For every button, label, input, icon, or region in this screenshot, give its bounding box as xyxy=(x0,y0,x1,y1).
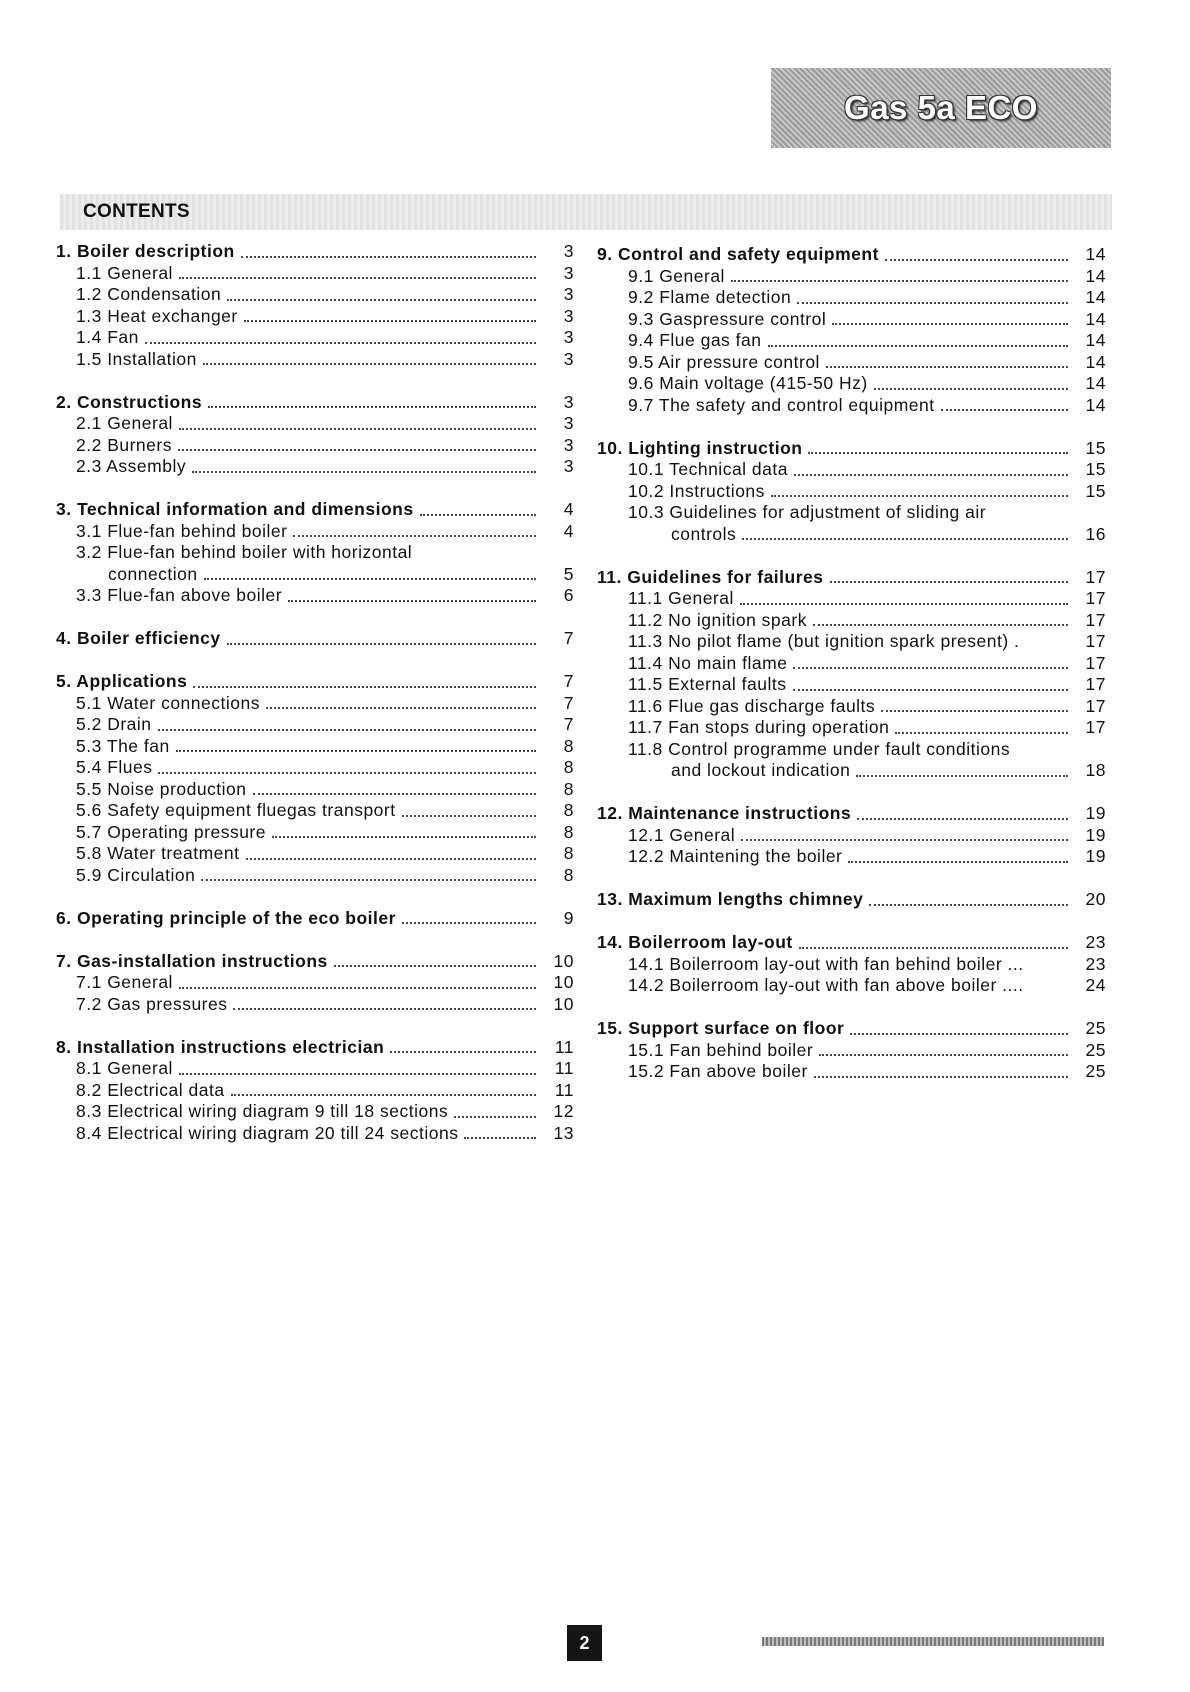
toc-leader-dots xyxy=(402,815,536,817)
toc-entry-label: 4. Boiler efficiency xyxy=(56,628,221,648)
contents-title: CONTENTS xyxy=(83,201,190,222)
toc-entry-label: 11.2 No ignition spark xyxy=(628,609,807,630)
toc-leader-dots xyxy=(895,732,1068,734)
toc-section-entry[interactable] xyxy=(597,739,1106,761)
toc-entry-page: 15 xyxy=(1085,437,1106,458)
toc-section-entry[interactable] xyxy=(597,459,1106,481)
toc-leader-dots xyxy=(334,965,536,967)
toc-section-entry[interactable] xyxy=(56,263,574,285)
toc-leader-dots xyxy=(768,345,1069,347)
toc-section-entry[interactable] xyxy=(56,843,574,865)
toc-entry-label: 12.2 Maintening the boiler xyxy=(628,846,843,866)
toc-leader-dots xyxy=(179,1073,536,1075)
toc-entry-page: 17 xyxy=(1085,609,1106,630)
toc-section-entry[interactable] xyxy=(597,696,1106,718)
toc-section-entry[interactable] xyxy=(56,865,574,887)
toc-entry-page: 8 xyxy=(563,735,574,756)
toc-leader-dots xyxy=(227,299,536,301)
toc-section-entry[interactable] xyxy=(56,757,574,779)
toc-entry-label: 3.3 Flue-fan above boiler xyxy=(76,585,283,605)
toc-section-entry[interactable] xyxy=(56,585,574,607)
toc-entry-label: 9.1 General xyxy=(628,265,725,286)
toc-leader-dots xyxy=(179,277,536,279)
toc-entry-page: 23 xyxy=(1085,953,1106,974)
toc-entry-page: 17 xyxy=(1085,695,1106,716)
toc-entry-label: 5.1 Water connections xyxy=(76,692,260,713)
toc-entry-label: 9. Control and safety equipment xyxy=(597,244,879,264)
toc-entry-label: 5.9 Circulation xyxy=(76,864,196,885)
toc-entry-page: 3 xyxy=(563,327,574,347)
toc-entry-page: 18 xyxy=(1085,760,1106,780)
toc-section-entry[interactable] xyxy=(597,502,1106,524)
toc-entry-label: 11.4 No main flame xyxy=(628,652,788,673)
toc-entry-page: 9 xyxy=(563,907,574,928)
toc-leader-dots xyxy=(420,514,536,516)
toc-chapter-entry[interactable] xyxy=(56,392,574,414)
toc-leader-dots xyxy=(203,363,536,365)
toc-entry-page: 17 xyxy=(1085,631,1106,651)
brand-title: Gas 5a ECO xyxy=(844,89,1038,126)
toc-leader-dots xyxy=(204,578,536,580)
toc-section-entry[interactable] xyxy=(597,674,1106,696)
toc-entry-page: 3 xyxy=(563,413,574,433)
toc-entry-label: 9.7 The safety and control equipment xyxy=(628,394,935,415)
toc-spacer xyxy=(56,370,574,392)
toc-spacer xyxy=(597,868,1106,890)
toc-chapter-entry[interactable] xyxy=(56,1037,574,1059)
toc-entry-label: 1.4 Fan xyxy=(76,327,139,347)
toc-entry-page: 17 xyxy=(1085,674,1106,694)
toc-entry-page: 14 xyxy=(1085,373,1106,393)
toc-entry-label: 11. Guidelines for failures xyxy=(597,566,824,587)
toc-entry-label: 5.6 Safety equipment fluegas transport xyxy=(76,800,396,820)
toc-section-entry[interactable] xyxy=(56,714,574,736)
brand-logo xyxy=(771,68,1111,148)
toc-section-entry[interactable] xyxy=(597,287,1106,309)
toc-left-column xyxy=(56,241,574,1144)
toc-entry-label: 11.6 Flue gas discharge faults xyxy=(628,695,876,716)
toc-spacer xyxy=(597,782,1106,804)
toc-leader-dots xyxy=(241,256,536,258)
toc-section-entry[interactable] xyxy=(597,631,1106,653)
toc-entry-label: 10. Lighting instruction xyxy=(597,437,803,458)
toc-section-entry[interactable] xyxy=(56,1123,574,1145)
toc-entry-label: 5. Applications xyxy=(56,671,188,691)
toc-entry-label: 12.1 General xyxy=(628,824,736,845)
toc-leader-dots xyxy=(808,452,1068,454)
toc-section-entry[interactable] xyxy=(597,653,1106,675)
toc-entry-page: 20 xyxy=(1085,889,1106,909)
toc-section-entry[interactable] xyxy=(597,610,1106,632)
toc-entry-page: 3 xyxy=(563,284,574,304)
toc-entry-page: 23 xyxy=(1085,932,1106,952)
toc-entry-page: 8 xyxy=(563,778,574,799)
toc-entry-page: 8 xyxy=(563,800,574,820)
toc-entry-label: 8.3 Electrical wiring diagram 9 till 18 sections xyxy=(76,1101,449,1121)
toc-entry-label: 1.3 Heat exchanger xyxy=(76,305,238,326)
toc-entry-label: 11.1 General xyxy=(628,588,734,608)
toc-entry-label: 1. Boiler description xyxy=(56,241,235,261)
toc-leader-dots xyxy=(857,818,1068,820)
toc-entry-label: 13. Maximum lengths chimney xyxy=(597,889,864,909)
toc-entry-label: 7.2 Gas pressures xyxy=(76,993,228,1014)
toc-chapter-entry[interactable] xyxy=(56,671,574,693)
toc-entry-label: 14.2 Boilerroom lay-out with fan above boiler .... xyxy=(628,975,1024,995)
toc-chapter-entry[interactable] xyxy=(56,628,574,650)
toc-section-entry[interactable] xyxy=(597,266,1106,288)
toc-entry-page: 11 xyxy=(554,1079,574,1100)
toc-section-entry[interactable] xyxy=(56,284,574,306)
toc-entry-label: 1.5 Installation xyxy=(76,348,197,369)
toc-entry-page: 17 xyxy=(1085,652,1106,673)
toc-section-entry[interactable] xyxy=(56,542,574,564)
toc-chapter-entry[interactable] xyxy=(597,567,1106,589)
toc-entry-label: 9.4 Flue gas fan xyxy=(628,330,762,350)
toc-entry-page: 14 xyxy=(1085,330,1106,350)
toc-section-entry[interactable] xyxy=(597,309,1106,331)
toc-entry-label: 5.8 Water treatment xyxy=(76,843,240,863)
toc-section-entry[interactable] xyxy=(597,352,1106,374)
toc-section-entry[interactable] xyxy=(56,822,574,844)
toc-chapter-entry[interactable] xyxy=(56,951,574,973)
toc-entry-page: 19 xyxy=(1085,803,1106,823)
toc-entry-label: controls xyxy=(671,523,737,544)
toc-leader-dots xyxy=(293,535,536,537)
toc-entry-label: 1.2 Condensation xyxy=(76,284,222,304)
toc-section-entry[interactable] xyxy=(56,413,574,435)
toc-entry-label: 7.1 General xyxy=(76,972,173,992)
toc-leader-dots xyxy=(178,449,536,451)
toc-entry-page: 14 xyxy=(1085,394,1106,415)
toc-entry-page: 7 xyxy=(563,692,574,713)
toc-spacer xyxy=(56,929,574,951)
toc-leader-dots xyxy=(464,1137,536,1139)
toc-chapter-entry[interactable] xyxy=(56,908,574,930)
toc-section-entry[interactable] xyxy=(56,564,574,586)
toc-entry-page: 7 xyxy=(563,671,574,691)
toc-chapter-entry[interactable] xyxy=(597,803,1106,825)
toc-entry-page: 3 xyxy=(563,434,574,455)
toc-entry-page: 15 xyxy=(1085,459,1106,479)
toc-entry-label: 15.1 Fan behind boiler xyxy=(628,1039,814,1060)
toc-leader-dots xyxy=(740,603,1068,605)
toc-entry-page: 10 xyxy=(553,972,574,992)
toc-entry-label: 8.4 Electrical wiring diagram 20 till 24 sections xyxy=(76,1122,459,1143)
toc-section-entry[interactable] xyxy=(597,588,1106,610)
toc-entry-page: 3 xyxy=(563,305,574,326)
toc-leader-dots xyxy=(231,1094,536,1096)
toc-section-entry[interactable] xyxy=(597,330,1106,352)
toc-leader-dots xyxy=(402,922,536,924)
toc-entry-label: 15.2 Fan above boiler xyxy=(628,1061,808,1081)
toc-section-entry[interactable] xyxy=(56,1058,574,1080)
toc-section-entry[interactable] xyxy=(597,481,1106,503)
toc-entry-page: 17 xyxy=(1085,717,1106,737)
toc-leader-dots xyxy=(848,861,1068,863)
toc-leader-dots xyxy=(158,729,536,731)
toc-leader-dots xyxy=(192,471,536,473)
toc-leader-dots xyxy=(814,1076,1068,1078)
toc-spacer xyxy=(56,1015,574,1037)
toc-entry-page: 25 xyxy=(1085,1061,1106,1081)
toc-entry-page: 14 xyxy=(1085,351,1106,372)
toc-entry-label: 15. Support surface on floor xyxy=(597,1018,845,1038)
toc-entry-page: 3 xyxy=(563,262,574,283)
toc-section-entry[interactable] xyxy=(56,435,574,457)
toc-entry-page: 19 xyxy=(1085,846,1106,866)
toc-section-entry[interactable] xyxy=(56,306,574,328)
toc-entry-page: 25 xyxy=(1085,1018,1106,1038)
toc-section-entry[interactable] xyxy=(56,779,574,801)
toc-section-entry[interactable] xyxy=(597,760,1106,782)
toc-section-entry[interactable] xyxy=(597,1040,1106,1062)
toc-entry-page: 4 xyxy=(563,520,574,541)
toc-leader-dots xyxy=(794,474,1068,476)
toc-leader-dots xyxy=(272,836,536,838)
toc-entry-label: 9.3 Gaspressure control xyxy=(628,308,827,329)
toc-spacer xyxy=(56,607,574,629)
toc-section-entry[interactable] xyxy=(597,825,1106,847)
toc-entry-label: 14. Boilerroom lay-out xyxy=(597,932,793,952)
toc-entry-page: 17 xyxy=(1085,588,1106,608)
toc-section-entry[interactable] xyxy=(56,1080,574,1102)
toc-section-entry[interactable] xyxy=(597,954,1106,976)
toc-right-column xyxy=(597,244,1106,1083)
toc-leader-dots xyxy=(253,793,536,795)
toc-entry-page: 10 xyxy=(553,950,574,971)
toc-leader-dots xyxy=(869,904,1068,906)
toc-entry-page: 3 xyxy=(563,241,574,261)
toc-section-entry[interactable] xyxy=(56,693,574,715)
toc-entry-label: 3. Technical information and dimensions xyxy=(56,499,414,519)
toc-section-entry[interactable] xyxy=(56,994,574,1016)
toc-entry-page: 7 xyxy=(563,714,574,734)
toc-section-entry[interactable] xyxy=(56,800,574,822)
toc-entry-page: 13 xyxy=(553,1122,574,1143)
toc-entry-label: 2.1 General xyxy=(76,413,173,433)
toc-section-entry[interactable] xyxy=(597,975,1106,997)
toc-entry-label: 8.2 Electrical data xyxy=(76,1079,225,1100)
toc-entry-label: 10.3 Guidelines for adjustment of sliding air xyxy=(628,502,987,522)
toc-chapter-entry[interactable] xyxy=(597,1018,1106,1040)
toc-leader-dots xyxy=(793,689,1068,691)
toc-entry-label: 8. Installation instructions electrician xyxy=(56,1036,385,1057)
toc-section-entry[interactable] xyxy=(597,1061,1106,1083)
toc-entry-label: 11.3 No pilot flame (but ignition spark present) . xyxy=(628,631,1020,651)
contents-heading-bar xyxy=(60,194,1112,230)
toc-section-entry[interactable] xyxy=(56,521,574,543)
toc-section-entry[interactable] xyxy=(597,524,1106,546)
toc-entry-page: 5 xyxy=(563,563,574,584)
toc-leader-dots xyxy=(201,879,536,881)
toc-entry-label: 14.1 Boilerroom lay-out with fan behind boiler ... xyxy=(628,953,1024,974)
toc-chapter-entry[interactable] xyxy=(597,438,1106,460)
toc-spacer xyxy=(597,545,1106,567)
toc-entry-page: 14 xyxy=(1085,244,1106,264)
toc-entry-label: 10.2 Instructions xyxy=(628,480,765,501)
toc-leader-dots xyxy=(742,538,1068,540)
toc-section-entry[interactable] xyxy=(597,373,1106,395)
toc-entry-label: 11.8 Control programme under fault conditions xyxy=(628,738,1011,759)
toc-entry-label: 12. Maintenance instructions xyxy=(597,803,852,823)
toc-section-entry[interactable] xyxy=(597,846,1106,868)
toc-leader-dots xyxy=(819,1054,1068,1056)
toc-entry-label: 9.2 Flame detection xyxy=(628,287,792,307)
toc-entry-label: 3.1 Flue-fan behind boiler xyxy=(76,520,288,541)
toc-section-entry[interactable] xyxy=(597,395,1106,417)
toc-leader-dots xyxy=(941,409,1068,411)
toc-spacer xyxy=(56,886,574,908)
toc-entry-label: 10.1 Technical data xyxy=(628,459,788,479)
toc-leader-dots xyxy=(856,775,1068,777)
toc-leader-dots xyxy=(741,839,1068,841)
toc-entry-label: 2.2 Burners xyxy=(76,434,172,455)
toc-entry-label: connection xyxy=(108,563,198,584)
toc-entry-page: 15 xyxy=(1085,480,1106,501)
toc-chapter-entry[interactable] xyxy=(597,932,1106,954)
toc-leader-dots xyxy=(771,495,1068,497)
toc-leader-dots xyxy=(731,280,1068,282)
toc-leader-dots xyxy=(179,987,536,989)
toc-leader-dots xyxy=(885,259,1068,261)
toc-leader-dots xyxy=(233,1008,536,1010)
toc-entry-label: 8.1 General xyxy=(76,1058,173,1078)
toc-leader-dots xyxy=(813,624,1068,626)
toc-entry-label: 5.4 Flues xyxy=(76,757,153,777)
toc-entry-page: 25 xyxy=(1085,1039,1106,1060)
toc-leader-dots xyxy=(179,428,536,430)
toc-entry-page: 14 xyxy=(1085,265,1106,286)
toc-leader-dots xyxy=(799,947,1068,949)
toc-entry-page: 8 xyxy=(563,821,574,842)
toc-entry-page: 16 xyxy=(1085,523,1106,544)
toc-leader-dots xyxy=(158,772,536,774)
footer-decorative-strip xyxy=(762,1637,1104,1646)
toc-leader-dots xyxy=(454,1116,536,1118)
toc-entry-page: 24 xyxy=(1085,975,1106,995)
toc-spacer xyxy=(597,997,1106,1019)
toc-leader-dots xyxy=(793,667,1068,669)
toc-entry-page: 3 xyxy=(563,391,574,412)
toc-section-entry[interactable] xyxy=(56,736,574,758)
toc-leader-dots xyxy=(832,323,1068,325)
toc-leader-dots xyxy=(874,388,1068,390)
toc-entry-label: 9.5 Air pressure control xyxy=(628,351,820,372)
toc-chapter-entry[interactable] xyxy=(597,244,1106,266)
toc-entry-label: 7. Gas-installation instructions xyxy=(56,950,328,971)
toc-entry-label: 2.3 Assembly xyxy=(76,456,187,476)
toc-section-entry[interactable] xyxy=(597,717,1106,739)
toc-entry-page: 8 xyxy=(563,864,574,885)
toc-chapter-entry[interactable] xyxy=(56,241,574,263)
toc-entry-page: 19 xyxy=(1085,824,1106,845)
toc-entry-label: 5.7 Operating pressure xyxy=(76,821,266,842)
toc-entry-label: 6. Operating principle of the eco boiler xyxy=(56,907,396,928)
toc-entry-label: 11.7 Fan stops during operation xyxy=(628,717,890,737)
toc-entry-label: 11.5 External faults xyxy=(628,674,787,694)
toc-leader-dots xyxy=(227,643,536,645)
toc-entry-page: 7 xyxy=(563,628,574,648)
toc-leader-dots xyxy=(193,686,536,688)
toc-entry-page: 17 xyxy=(1085,566,1106,587)
toc-section-entry[interactable] xyxy=(56,327,574,349)
toc-entry-label: 5.5 Noise production xyxy=(76,778,247,799)
toc-leader-dots xyxy=(390,1051,536,1053)
toc-entry-label: and lockout indication xyxy=(671,760,851,780)
toc-entry-page: 8 xyxy=(563,757,574,777)
toc-entry-page: 14 xyxy=(1085,308,1106,329)
toc-leader-dots xyxy=(881,710,1068,712)
toc-entry-label: 3.2 Flue-fan behind boiler with horizontal xyxy=(76,542,413,562)
toc-leader-dots xyxy=(208,406,536,408)
toc-entry-page: 14 xyxy=(1085,287,1106,307)
toc-entry-label: 2. Constructions xyxy=(56,391,203,412)
toc-leader-dots xyxy=(266,707,536,709)
toc-entry-page: 3 xyxy=(563,348,574,369)
toc-section-entry[interactable] xyxy=(56,972,574,994)
page-number: 2 xyxy=(567,1625,602,1661)
toc-leader-dots xyxy=(176,750,536,752)
toc-chapter-entry[interactable] xyxy=(56,499,574,521)
toc-leader-dots xyxy=(145,342,536,344)
toc-leader-dots xyxy=(850,1033,1068,1035)
toc-entry-label: 5.2 Drain xyxy=(76,714,152,734)
toc-entry-label: 9.6 Main voltage (415-50 Hz) xyxy=(628,373,868,393)
toc-spacer xyxy=(56,478,574,500)
toc-leader-dots xyxy=(826,366,1068,368)
toc-entry-page: 6 xyxy=(563,585,574,605)
toc-entry-label: 1.1 General xyxy=(76,262,173,283)
toc-entry-page: 4 xyxy=(563,499,574,519)
toc-leader-dots xyxy=(244,320,536,322)
toc-entry-page: 11 xyxy=(554,1036,574,1057)
toc-spacer xyxy=(56,650,574,672)
toc-leader-dots xyxy=(797,302,1068,304)
toc-entry-page: 12 xyxy=(553,1101,574,1121)
toc-chapter-entry[interactable] xyxy=(597,889,1106,911)
toc-entry-page: 10 xyxy=(553,993,574,1014)
toc-leader-dots xyxy=(830,581,1069,583)
toc-leader-dots xyxy=(246,858,537,860)
toc-entry-page: 11 xyxy=(554,1058,574,1078)
toc-entry-page: 3 xyxy=(563,456,574,476)
toc-section-entry[interactable] xyxy=(56,349,574,371)
toc-leader-dots xyxy=(288,600,536,602)
toc-entry-label: 5.3 The fan xyxy=(76,735,170,756)
toc-spacer xyxy=(597,911,1106,933)
toc-section-entry[interactable] xyxy=(56,1101,574,1123)
toc-section-entry[interactable] xyxy=(56,456,574,478)
toc-spacer xyxy=(597,416,1106,438)
toc-entry-page: 8 xyxy=(563,843,574,863)
